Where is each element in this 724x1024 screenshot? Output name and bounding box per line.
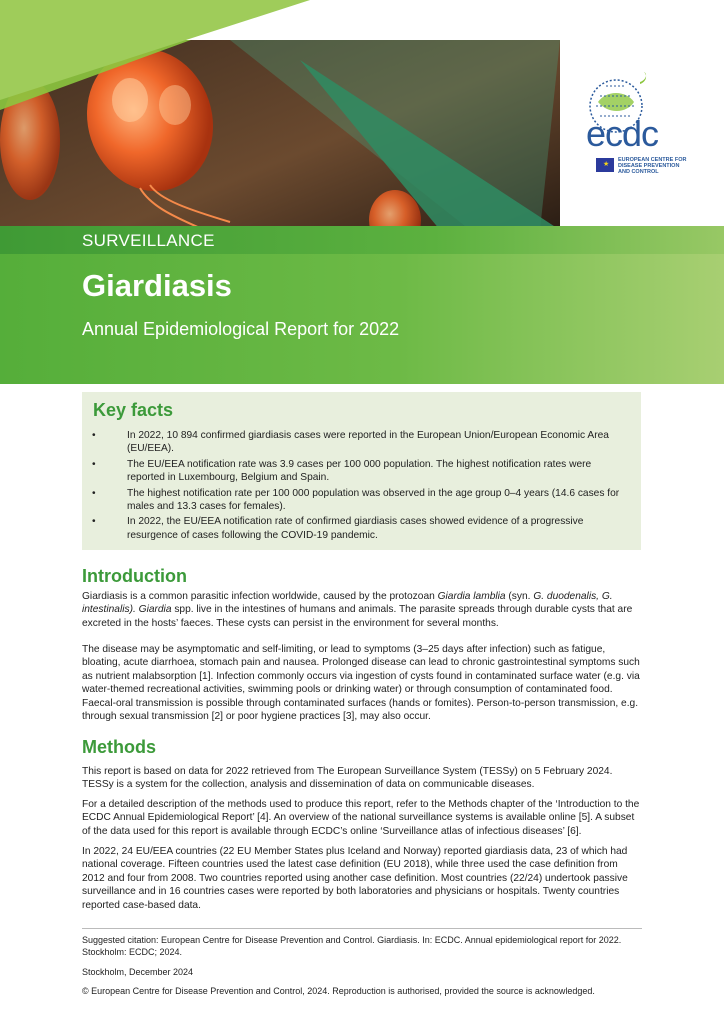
text-run: spp. live in the intestines of humans and animals. The parasite spreads through durable cysts that are excreted in the hosts’ faeces. These cysts can persist in the environment for several months. [82, 604, 633, 629]
italic-run: G. duodenalis, G. intestinalis). [82, 591, 613, 616]
list-item [82, 515, 641, 542]
key-fact-text: The EU/EEA notification rate was 3.9 cases per 100 000 population. The highest notification rates were reported in Luxembourg, Belgium and Spain. [127, 458, 592, 484]
key-fact-text: In 2022, 10 894 confirmed giardiasis cases were reported in the European Union/European Economic Area (EU/EEA). [127, 430, 609, 455]
key-fact-text: In 2022, the EU/EEA notification rate of confirmed giardiasis cases showed evidence of a progressive resurgence of cases following the COVID-19 pandemic. [127, 516, 584, 541]
methods-heading: Methods [82, 737, 156, 757]
bullet-icon: • [92, 516, 96, 528]
logo-wordmark: ecdc [586, 113, 659, 154]
copyright-text: © European Centre for Disease Prevention and Control, 2024. Reproduction is authorised, provided the source is acknowledged. [82, 986, 595, 996]
methods-paragraph-3: In 2022, 24 EU/EEA countries (22 EU Member States plus Iceland and Norway) reported giardiasis data, 23 of which had national coverage. Fifteen countries used the latest case definition (EU 2018), while three used the case definition from 2012 and four from 2008. Two countries reported using another case definition. Most countries (22/24) undertook passive surveillance and in 16 countries cases were reported by both laboratories and physicians or hospitals. Twenty countries reported case-based data. [82, 846, 628, 911]
section-label: SURVEILLANCE [82, 231, 215, 250]
introduction-paragraph-2: The disease may be asymptomatic and self-limiting, or lead to symptoms (3–25 days after infection) such as fatigue, bloating, acute diarrhoea, stomach pain and nausea. Prolonged disease can lead to chronic gastrointestinal symptoms such as nutrient malabsorption [1]. Infection commonly occurs via ingestion of cysts found in contaminated surface water (e.g. via water-themed recreational activities, swimming pools or drinking water) or through consumption of contaminated food. Faecal-oral transmission is possible through contaminated surfaces (hands or fomites). Person-to-person transmission, e.g. through sexual transmission [2] or poor hygiene practices [3], may also occur. [82, 644, 640, 723]
italic-run: Giardia [138, 604, 172, 616]
citation-text: Suggested citation: European Centre for Disease Prevention and Control. Giardiasis. In: ECDC. Annual epidemiological report for 2022. Stockholm: ECDC; 2024. [82, 935, 622, 957]
methods-paragraph-1: This report is based on data for 2022 retrieved from The European Surveillance System (TESSy) on 5 February 2024. TESSy is a system for the collection, analysis and dissemination of data on communicable diseases. [82, 766, 613, 791]
report-subtitle: Annual Epidemiological Report for 2022 [82, 319, 400, 339]
footer-divider [82, 928, 642, 929]
text-run: Giardiasis is a common parasitic infection worldwide, caused by the protozoan [82, 591, 438, 602]
list-item [82, 458, 641, 485]
logo-subtext: EUROPEAN CENTRE FOR DISEASE PREVENTION AND CONTROL [618, 157, 687, 175]
place-date: Stockholm, December 2024 [82, 967, 194, 977]
italic-run: Giardia lamblia [437, 591, 506, 602]
key-facts-heading: Key facts [93, 400, 174, 420]
introduction-paragraph-1 [82, 590, 642, 630]
bullet-icon: • [92, 458, 96, 470]
text-run: (syn. [505, 591, 534, 602]
bullet-icon: • [92, 487, 96, 499]
key-fact-text: The highest notification rate per 100 000 population was observed in the age group 0–4 years (14.6 cases for males and 13.3 cases for females). [127, 487, 620, 513]
title-band [0, 226, 724, 384]
introduction-heading: Introduction [82, 566, 187, 586]
eu-flag-icon: ★ [596, 158, 614, 172]
key-facts-box [82, 392, 641, 550]
ecdc-logo [568, 72, 692, 182]
list-item [82, 429, 641, 456]
key-facts-list [82, 429, 641, 544]
bullet-icon: • [92, 430, 96, 441]
methods-paragraph-2: For a detailed description of the methods used to produce this report, refer to the Methods chapter of the ‘Introduction to the ECDC Annual Epidemiological Report’ [4]. An overview of the national surveillance systems is available online [5]. A subset of the data used for this report is available through ECDC’s online ‘Surveillance atlas of infectious diseases’ [6]. [82, 799, 640, 837]
list-item [82, 487, 641, 514]
report-title: Giardiasis [82, 268, 232, 303]
